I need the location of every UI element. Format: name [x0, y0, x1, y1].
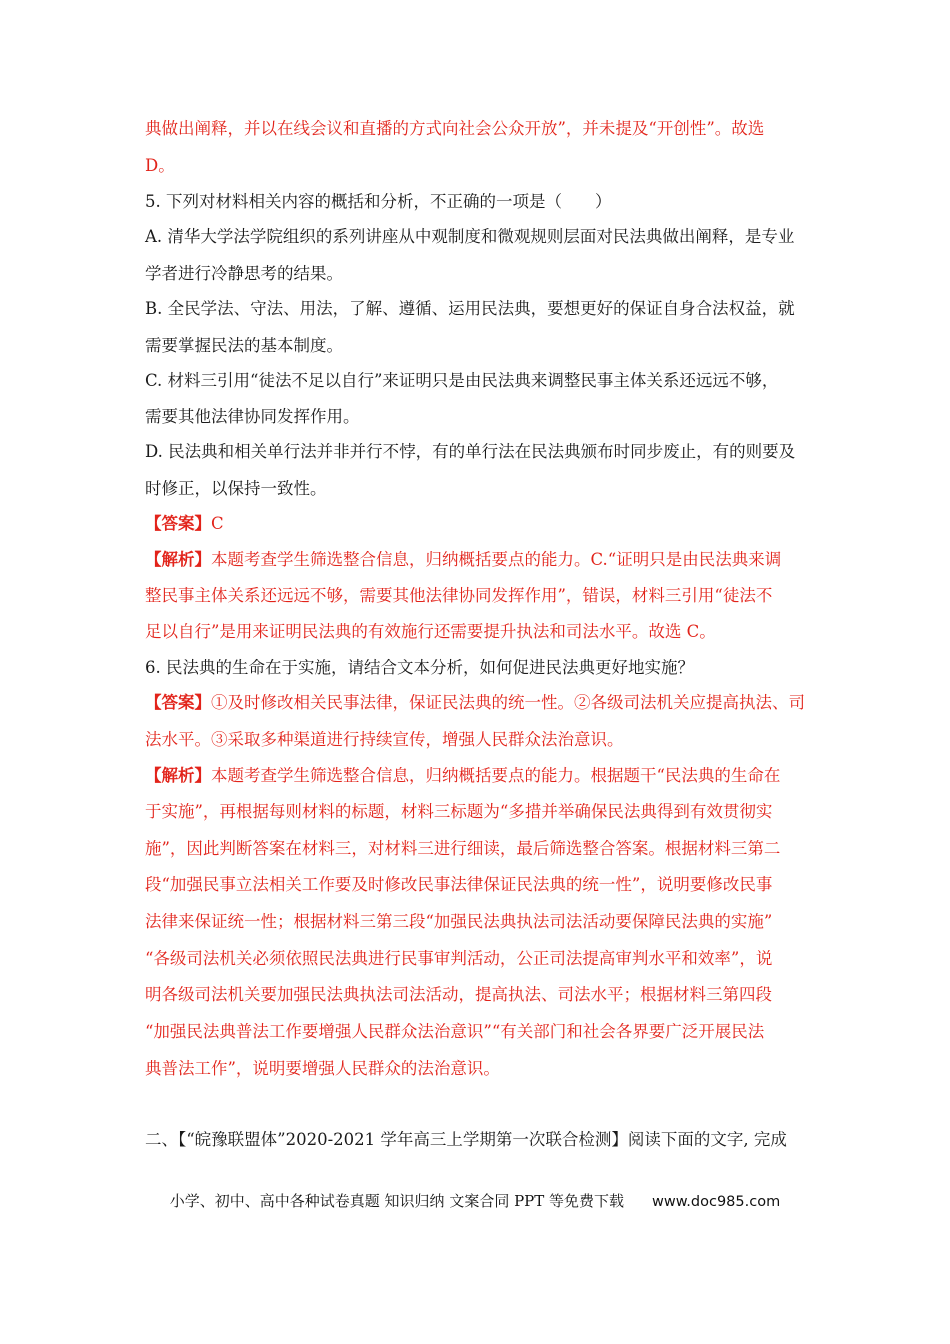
q6-analysis-line: 于实施”，再根据每则材料的标题，材料三标题为“多措并举确保民法典得到有效贯彻实	[145, 802, 773, 821]
q6-analysis-line: 典普法工作”，说明要增强人民群众的法治意识。	[145, 1059, 500, 1078]
q4-analysis-line: D。	[145, 156, 175, 175]
q6-analysis-line: “各级司法机关必须依照民法典进行民事审判活动，公正司法提高审判水平和效率”，说	[145, 949, 773, 968]
analysis-tag: 【解析】	[145, 550, 211, 569]
option-c: C. 材料三引用“徒法不足以自行”来证明只是由民法典来调整民事主体关系还远远不够，	[145, 371, 779, 390]
section-2-heading: 二、【“皖豫联盟体”2020-2021 学年高三上学期第一次联合检测】阅读下面的文字, 完成	[145, 1130, 787, 1149]
answer-tag: 【答案】	[145, 514, 211, 533]
q5-analysis-line: 足以自行”是用来证明民法典的有效施行还需要提升执法和司法水平。故选 C。	[145, 622, 716, 641]
option-d-cont: 时修正，以保持一致性。	[145, 479, 327, 498]
question-6-stem: 6. 民法典的生命在于实施，请结合文本分析，如何促进民法典更好地实施？	[145, 658, 694, 677]
page-footer	[0, 1190, 950, 1211]
option-d: D. 民法典和相关单行法并非并行不悖，有的单行法在民法典颁布时同步废止，有的则要及	[145, 442, 796, 461]
analysis-text: 本题考查学生筛选整合信息，归纳概括要点的能力。根据题干“民法典的生命在	[211, 766, 781, 785]
answer-text: ①及时修改相关民事法律，保证民法典的统一性。②各级司法机关应提高执法、司	[211, 693, 805, 712]
q4-analysis-line: 典做出阐释，并以在线会议和直播的方式向社会公众开放”，并未提及“开创性”。故选	[145, 119, 765, 138]
option-b: B. 全民学法、守法、用法，了解、遵循、运用民法典，要想更好的保证自身合法权益，就	[145, 299, 795, 318]
q6-answer-line: 法水平。③采取多种渠道进行持续宣传，增强人民群众法治意识。	[145, 730, 624, 749]
answer-value: C	[211, 514, 224, 533]
q5-answer	[145, 513, 224, 535]
q6-analysis-line: 施”，因此判断答案在材料三，对材料三进行细读，最后筛选整合答案。根据材料三第二	[145, 839, 781, 858]
option-b-cont: 需要掌握民法的基本制度。	[145, 336, 343, 355]
q6-analysis-line: “加强民法典普法工作要增强人民群众法治意识”“有关部门和社会各界要广泛开展民法	[145, 1022, 765, 1041]
analysis-tag: 【解析】	[145, 766, 211, 785]
q6-answer	[145, 692, 805, 714]
footer-text: 小学、初中、高中各种试卷真题 知识归纳 文案合同 PPT 等免费下载	[169, 1192, 625, 1210]
q5-analysis-line: 整民事主体关系还远远不够，需要其他法律协同发挥作用”，错误，材料三引用“徒法不	[145, 586, 773, 605]
analysis-text: 本题考查学生筛选整合信息，归纳概括要点的能力。C.“证明只是由民法典来调	[211, 550, 782, 569]
q6-analysis	[145, 765, 780, 787]
q6-analysis-line: 明各级司法机关要加强民法典执法司法活动，提高执法、司法水平；根据材料三第四段	[145, 985, 772, 1004]
footer-site-link[interactable]: www.doc985.com	[652, 1194, 781, 1210]
q6-analysis-line: 段“加强民事立法相关工作要及时修改民事法律保证民法典的统一性”，说明要修改民事	[145, 875, 773, 894]
q5-analysis	[145, 549, 781, 571]
q6-analysis-line: 法律来保证统一性；根据材料三第三段“加强民法典执法司法活动要保障民法典的实施”	[145, 912, 773, 931]
answer-tag: 【答案】	[145, 693, 211, 712]
option-a-cont: 学者进行冷静思考的结果。	[145, 264, 343, 283]
question-5-stem: 5. 下列对材料相关内容的概括和分析，不正确的一项是（ ）	[145, 192, 612, 211]
option-c-cont: 需要其他法律协同发挥作用。	[145, 407, 360, 426]
option-a: A. 清华大学法学院组织的系列讲座从中观制度和微观规则层面对民法典做出阐释，是专业	[145, 227, 795, 246]
